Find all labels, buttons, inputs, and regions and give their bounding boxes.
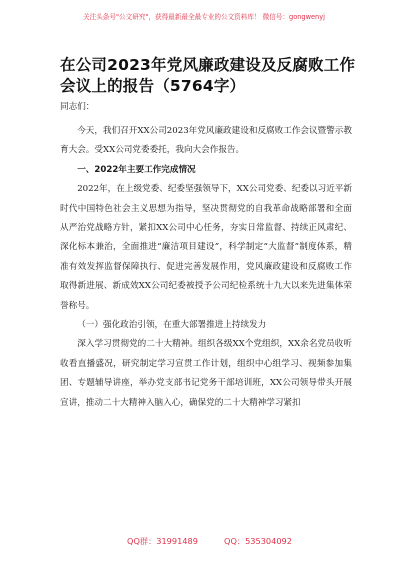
section-paragraph: 2022年，在上级党委、纪委坚强领导下，XX公司党委、纪委以习近平新时代中国特色社会主义思想为指导，坚决贯彻党的自我革命战略部署和全面从严治党战略方针，紧扣XX公司中心任务，夯实日常监督、持续正风肃纪、深化标本兼治，全面推进“廉洁项目建设”，科学制定“大监督”制度体系，精准有效发挥监督保障执行、促进完善发展作用，党风廉政建设和反腐败工作取得新进展、新成效XX公司纪委被授予公司纪检系统十九大以来先进集体荣誉称号。	[60, 184, 352, 311]
document-title: 在公司2023年党风廉政建设及反腐败工作会议上的报告（5764字）	[60, 56, 356, 95]
qq-number: QQ：535304092	[224, 536, 292, 546]
qq-group-number: QQ群：31991489	[127, 536, 198, 546]
document-body	[60, 122, 352, 413]
header-banner: 关注头条号"公文研究"，获得最新最全最专业的公文资料库！ 微信号：gongwenyj	[83, 13, 325, 21]
salutation: 同志们：	[60, 102, 95, 112]
intro-paragraph: 今天，我们召开XX公司2023年党风廉政建设和反腐败工作会议暨警示教育大会。受XX公司党委委托，我向大会作报告。	[60, 126, 352, 156]
subsection-paragraph: 深入学习贯彻党的二十大精神。组织各级XX个党组织，XX余名党员收听收看直播盛况，研究制定学习宣贯工作计划，组织中心组学习、视频参加集团、专题辅导讲座，举办党支部书记党务干部培训班，XX公司领导带头开展宣讲，推动二十大精神入脑入心，确保党的二十大精神学习紧扣	[60, 339, 352, 408]
footer-contact	[0, 534, 408, 548]
section-heading: 一、2022年主要工作完成情况	[77, 164, 196, 175]
subsection-heading: （一）强化政治引领，在重大部署推进上持续发力	[77, 320, 267, 331]
